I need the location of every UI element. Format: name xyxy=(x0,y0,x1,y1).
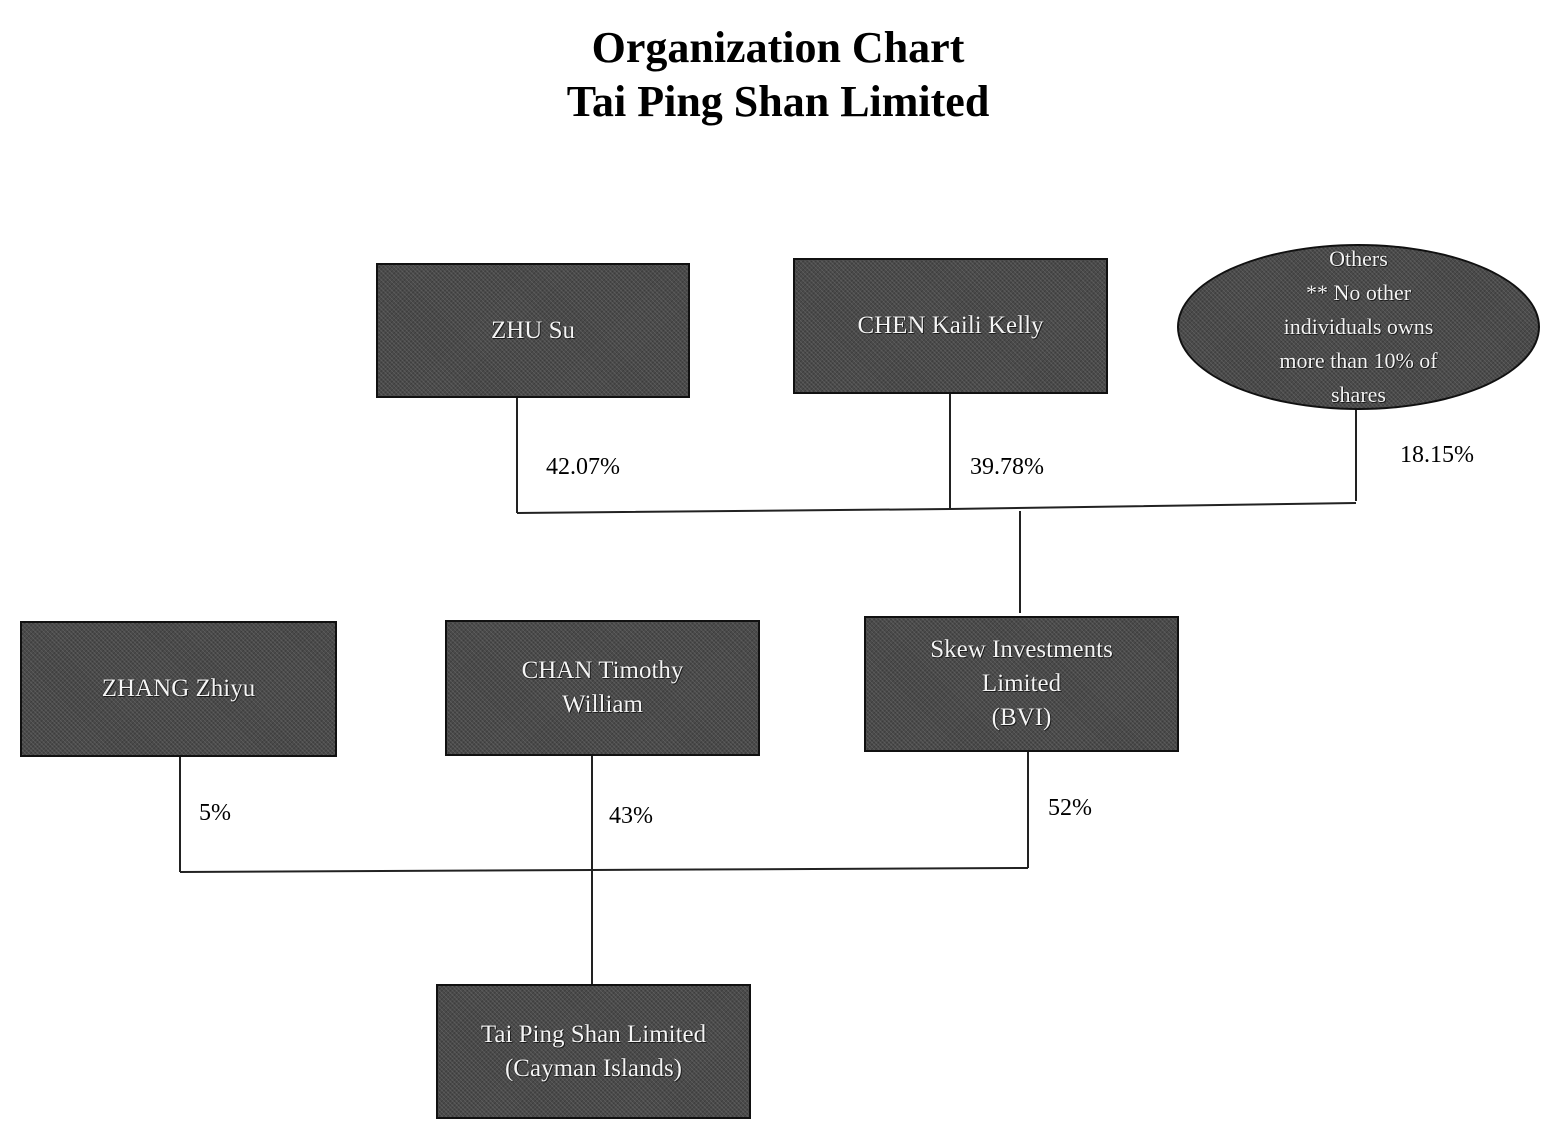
node-chan-timothy-william: CHAN Timothy William xyxy=(445,620,760,756)
pct-chen-kaili-kelly: 39.78% xyxy=(970,454,1044,480)
pct-skew-investments: 52% xyxy=(1048,795,1092,821)
pct-chan-timothy-william: 43% xyxy=(609,803,653,829)
chart-subtitle: Tai Ping Shan Limited xyxy=(566,77,990,126)
pct-zhang-zhiyu: 5% xyxy=(199,800,231,826)
node-zhang-zhiyu: ZHANG Zhiyu xyxy=(20,621,337,757)
node-tai-ping-shan: Tai Ping Shan Limited (Cayman Islands) xyxy=(436,984,751,1119)
pct-zhu-su: 42.07% xyxy=(546,454,620,480)
node-skew-investments: Skew Investments Limited (BVI) xyxy=(864,616,1179,752)
node-zhu-su: ZHU Su xyxy=(376,263,690,398)
connector-mid-bus xyxy=(180,868,1028,872)
connector-top-bus xyxy=(517,503,1356,513)
node-chen-kaili-kelly: CHEN Kaili Kelly xyxy=(793,258,1108,394)
node-others: Others ** No other individuals owns more than 10% of shares xyxy=(1177,244,1540,410)
chart-title: Organization Chart xyxy=(591,23,965,72)
pct-others: 18.15% xyxy=(1400,442,1474,468)
